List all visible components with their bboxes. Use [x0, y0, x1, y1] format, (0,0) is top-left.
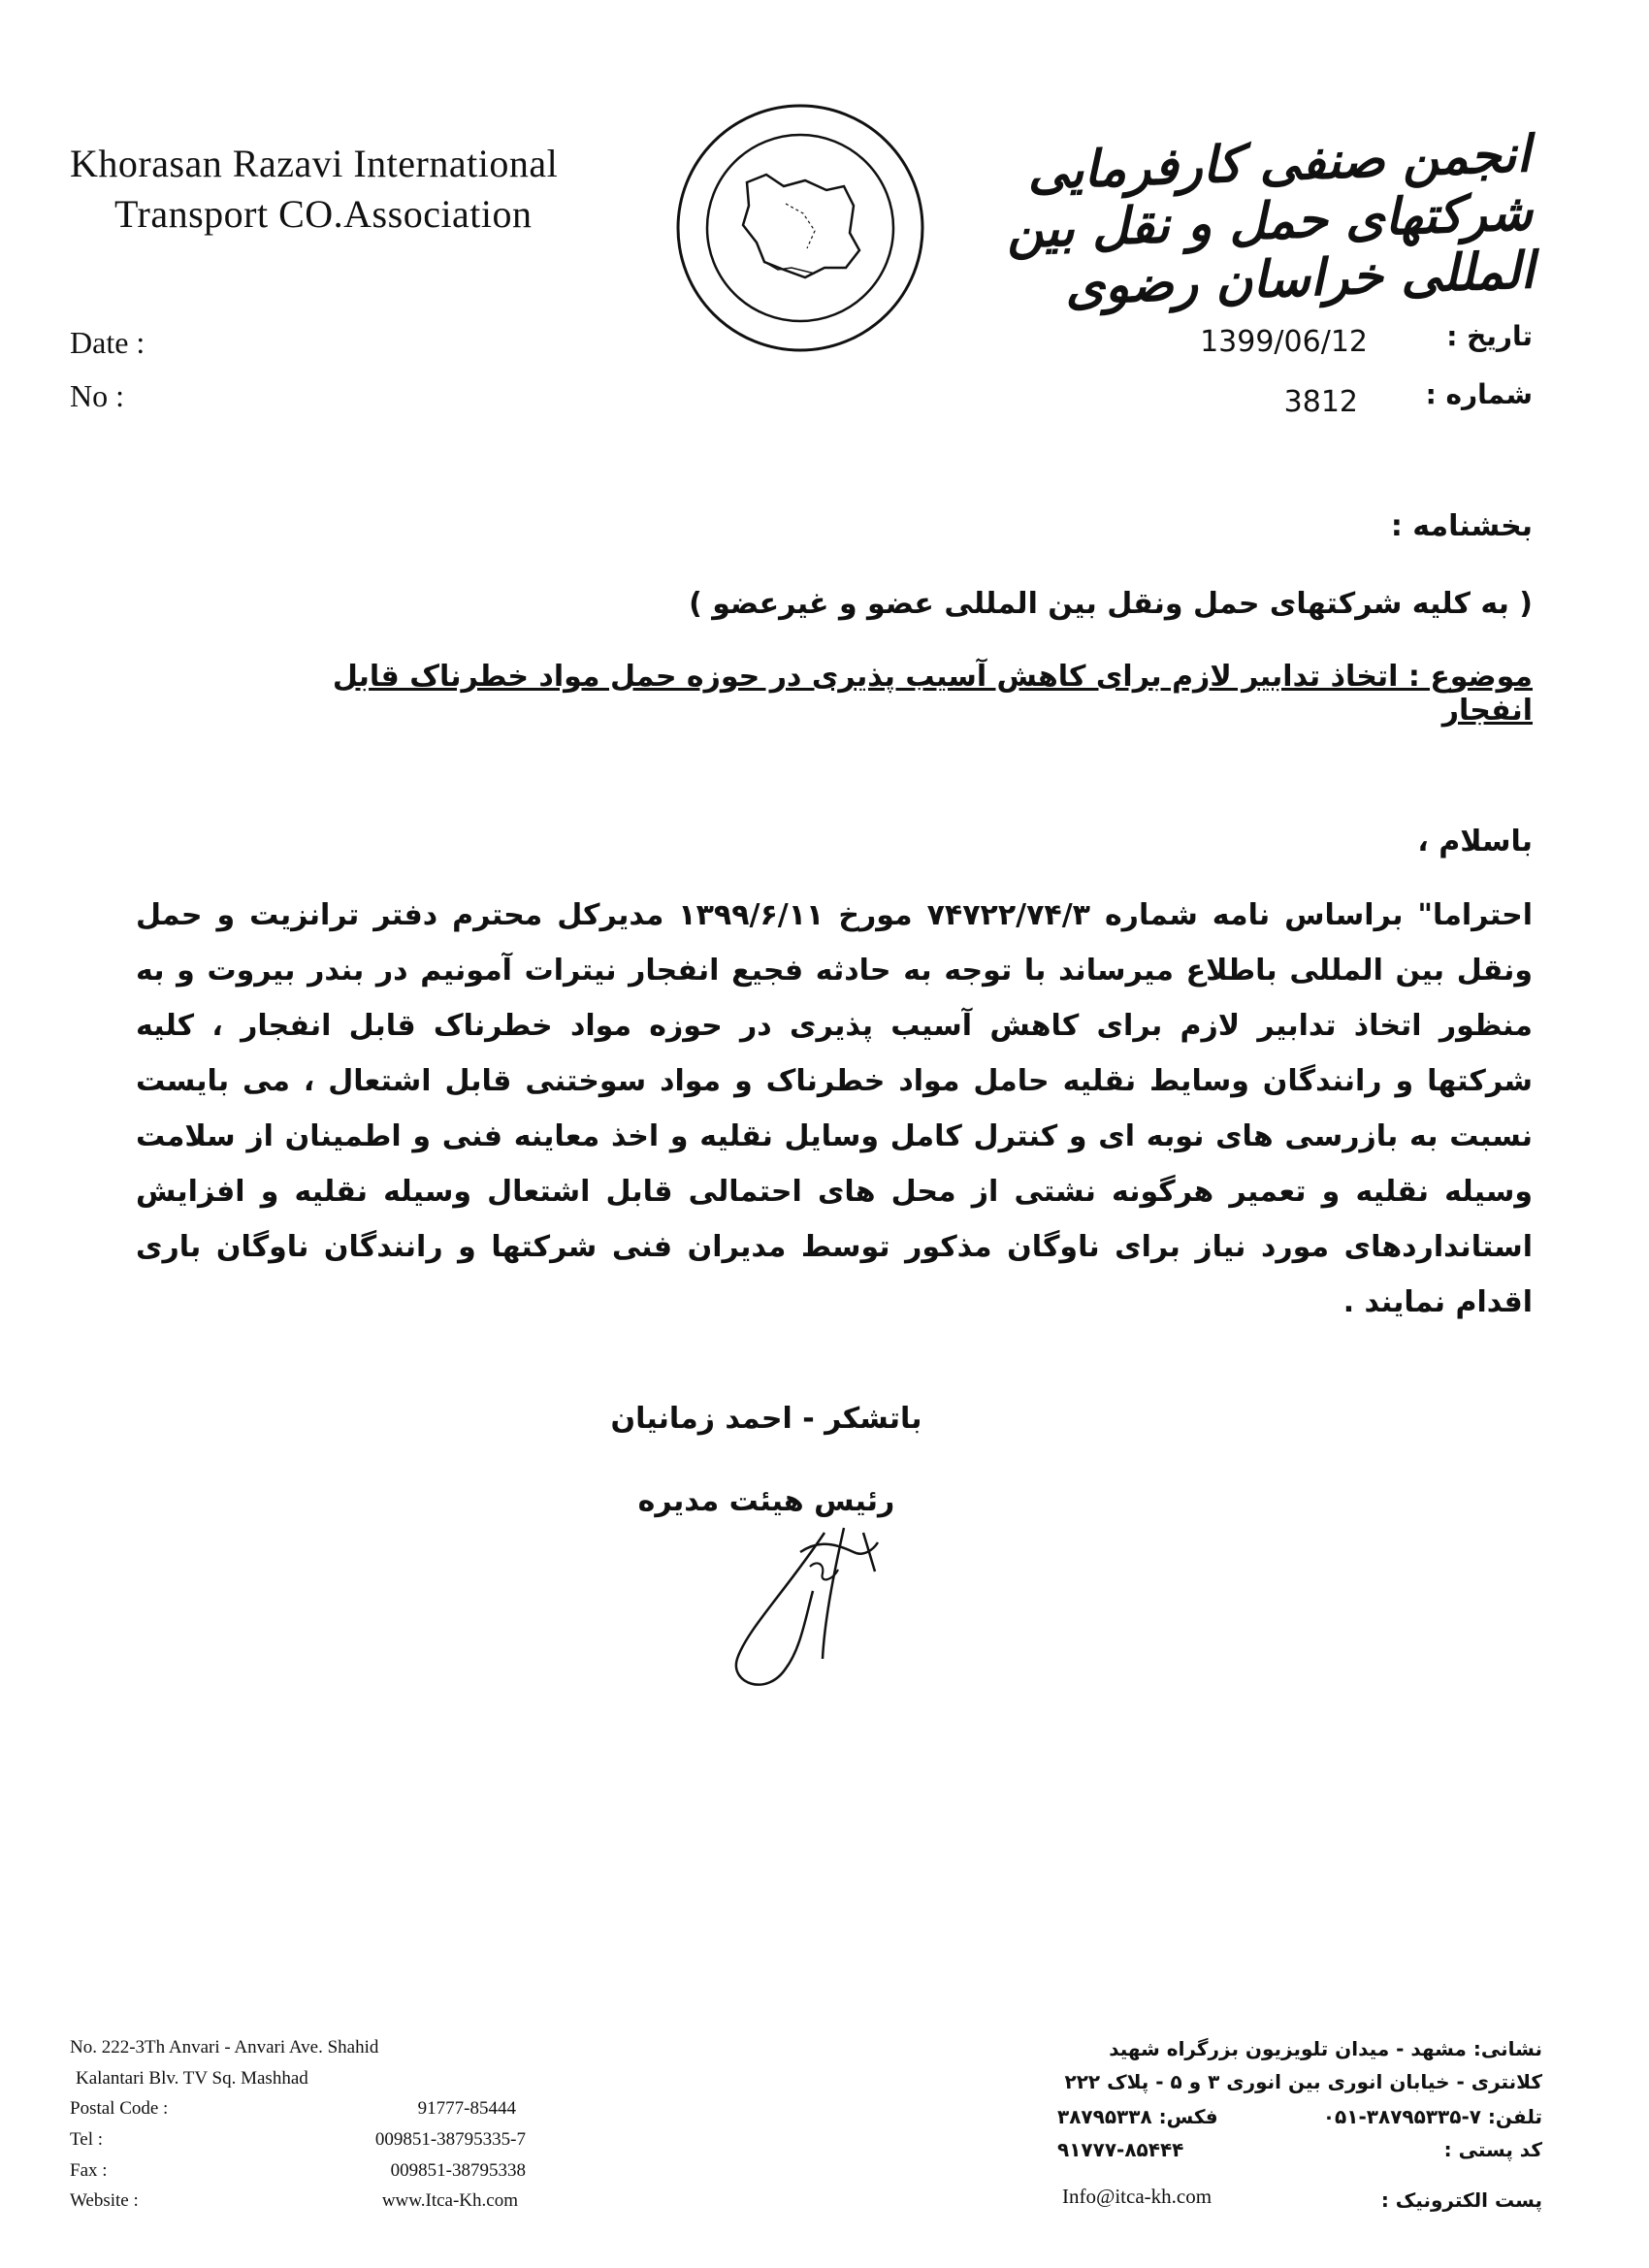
footer-email-label-fa: پست الکترونیک : — [1380, 2188, 1542, 2212]
greeting: باسلام ، — [1417, 825, 1533, 859]
postal-code-value: 91777-85444 — [417, 2098, 516, 2119]
postal-code-label: Postal Code : — [70, 2098, 169, 2119]
subject-line: موضوع : اتخاذ تدابیر لازم برای کاهش آسیب پذیری در حوزه حمل مواد خطرناک قابل انفجار — [332, 660, 1533, 728]
footer-postal-row — [70, 2098, 526, 2123]
footer-tel-row — [70, 2129, 526, 2155]
website-value: www.Itca-Kh.com — [381, 2190, 518, 2211]
footer-postal-label-fa: کد پستی : — [1443, 2138, 1542, 2161]
circular-heading: بخشنامه : — [1390, 509, 1533, 543]
date-value: 1399/06/12 — [1200, 325, 1368, 359]
tel-value: 009851-38795335-7 — [374, 2129, 526, 2150]
fax-value: 009851-38795338 — [390, 2160, 526, 2181]
association-seal-logo — [669, 97, 931, 359]
letter-body: احتراما" براساس نامه شماره ۷۴۷۲۲/۷۴/۳ مورخ ۱۳۹۹/۶/۱۱ مدیرکل محترم دفتر ترانزیت و حمل ونقل بین المللی باطلاع میرساند با توجه به حادثه فجیع انفجار نیترات آمونیم در بندر بیروت و به منظور اتخاذ تدابیر لازم برای کاهش آسیب پذیری در حوزه مواد خطرناک قابل انفجار ، کلیه شرکتها و رانندگان وسایط نقلیه حامل مواد خطرناک و مواد سوختنی قابل اشتعال ، می بایست نسبت به بازرسی های نوبه ای و کنترل کامل وسایل نقلیه و اخذ معاینه فنی و اطمینان از سلامت وسیله نقلیه و تعمیر هرگونه نشتی از محل های احتمالی قابل اشتعال وسیله نقلیه و افزایش استانداردهای مورد نیاز برای ناوگان مذکور توسط مدیران فنی شرکتها و رانندگان ناوگان باری اقدام نمایند . — [136, 898, 1533, 1319]
date-label-fa: تاریخ : — [1446, 320, 1533, 352]
footer-address-fa-line1: نشانی: مشهد - میدان تلویزیون بزرگراه شهید — [1109, 2037, 1542, 2060]
footer-address-en-line1: No. 222-3Th Anvari - Anvari Ave. Shahid — [70, 2037, 379, 2057]
footer-tel-fa: تلفن: ۷-۳۸۷۹۵۳۳۵-۰۵۱ — [1322, 2105, 1542, 2128]
website-label: Website : — [70, 2190, 139, 2211]
fax-label: Fax : — [70, 2160, 108, 2181]
footer-fax-fa: فکس: ۳۸۷۹۵۳۳۸ — [1057, 2105, 1218, 2128]
number-value: 3812 — [1283, 385, 1358, 419]
footer-address-en-line2: Kalantari Blv. TV Sq. Mashhad — [76, 2068, 308, 2089]
number-label-fa: شماره : — [1425, 378, 1533, 410]
org-name-en-line2: Transport CO.Association — [114, 192, 533, 236]
footer-fax-row — [70, 2160, 526, 2186]
footer-email-value: Info@itca-kh.com — [1062, 2185, 1212, 2208]
tel-label: Tel : — [70, 2129, 104, 2150]
date-label-en: Date : — [70, 325, 146, 360]
closing-signoff: باتشکر - احمد زمانیان — [610, 1402, 922, 1436]
org-name-en-line1: Khorasan Razavi International — [70, 142, 559, 185]
footer-postal-value-fa: ۹۱۷۷۷-۸۵۴۴۴ — [1057, 2138, 1184, 2161]
number-label-en: No : — [70, 378, 124, 413]
footer-website-row — [70, 2190, 526, 2216]
org-name-fa: انجمن صنفی کارفرمایی شرکتهای حمل و نقل بین المللی خراسان رضوی — [1005, 125, 1536, 317]
recipients-line: ( به کلیه شرکتهای حمل ونقل بین المللی عضو و غیرعضو ) — [689, 587, 1533, 621]
signer-title: رئیس هیئت مدیره — [637, 1484, 895, 1518]
handwritten-signature — [708, 1513, 892, 1707]
footer-address-fa-line2: کلانتری - خیابان انوری بین انوری ۳ و ۵ - پلاک ۲۲۲ — [1064, 2070, 1542, 2093]
